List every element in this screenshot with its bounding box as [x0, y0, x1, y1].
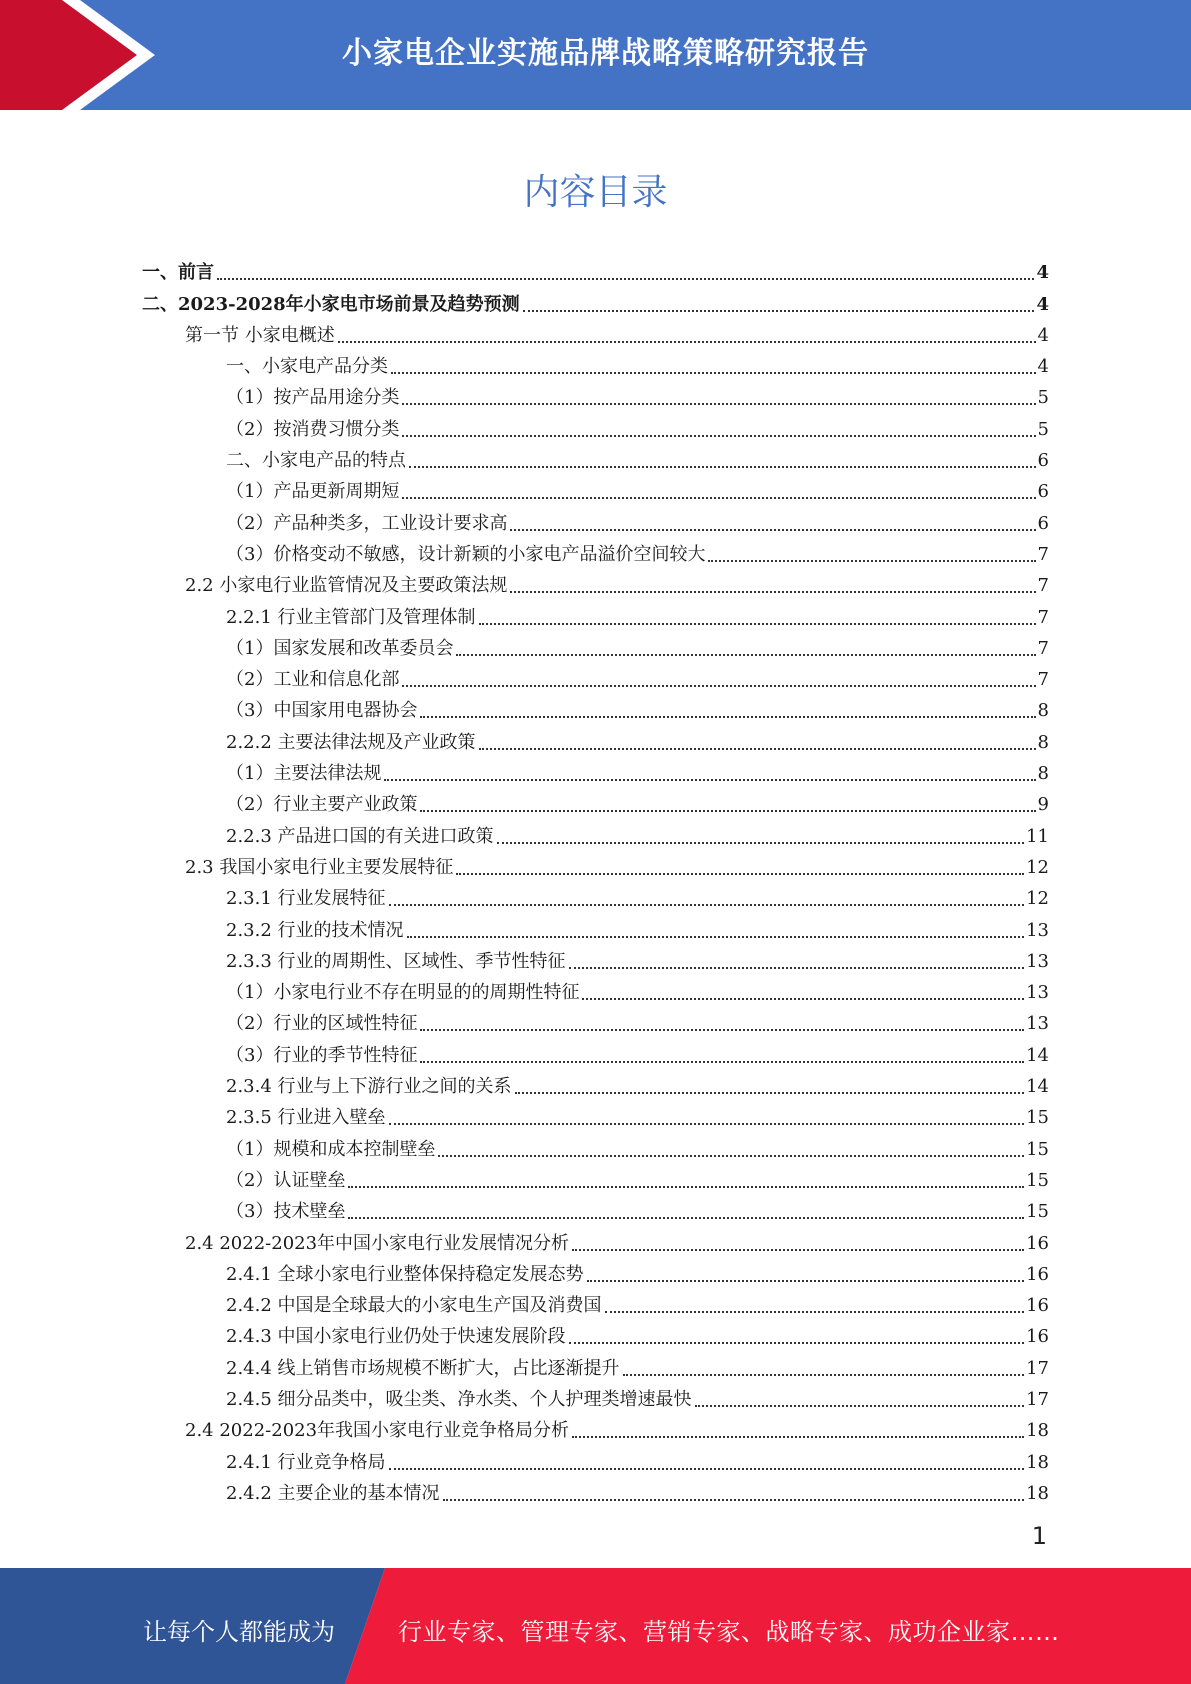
toc-entry-title: 2.4 2022-2023年中国小家电行业发展情况分析: [185, 1232, 570, 1254]
toc-entry-page: 7: [1037, 669, 1049, 691]
toc-entry[interactable]: [142, 629, 1049, 660]
toc-dot-leader: [497, 842, 1025, 844]
toc-dot-leader: [389, 1123, 1025, 1125]
toc-entry-title: （1）小家电行业不存在明显的的周期性特征: [226, 982, 580, 1004]
toc-dot-leader: [510, 529, 1035, 531]
toc-dot-leader: [515, 1092, 1025, 1094]
toc-entry-title: 2.2.1 行业主管部门及管理体制: [226, 606, 476, 628]
toc-dot-leader: [479, 748, 1036, 750]
toc-entry-page: 17: [1026, 1357, 1049, 1379]
toc-dot-leader: [348, 1186, 1024, 1188]
toc-entry-page: 7: [1037, 637, 1049, 659]
toc-entry-title: （2）工业和信息化部: [226, 669, 400, 691]
toc-dot-leader: [708, 560, 1035, 562]
toc-entry-page: 15: [1026, 1107, 1049, 1129]
toc-entry[interactable]: [142, 378, 1049, 409]
toc-entry-page: 16: [1026, 1232, 1049, 1254]
toc-entry[interactable]: [142, 347, 1049, 378]
toc-entry-page: 5: [1037, 418, 1049, 440]
toc-entry-page: 4: [1037, 356, 1049, 378]
toc-entry-title: 2.4.3 中国小家电行业仍处于快速发展阶段: [226, 1326, 566, 1348]
toc-entry-title: （1）产品更新周期短: [226, 481, 400, 503]
toc-entry-title: （1）主要法律法规: [226, 763, 382, 785]
toc-entry[interactable]: [142, 1411, 1049, 1442]
toc-dot-leader: [587, 1280, 1025, 1282]
toc-entry-title: （1）按产品用途分类: [226, 387, 400, 409]
toc-entry-page: 13: [1026, 1013, 1049, 1035]
toc-entry-title: （3）行业的季节性特征: [226, 1044, 418, 1066]
toc-entry[interactable]: [142, 816, 1049, 847]
toc-entry-title: 2.2.2 主要法律法规及产业政策: [226, 731, 476, 753]
toc-entry-page: 14: [1026, 1076, 1049, 1098]
toc-entry-title: 2.4.2 主要企业的基本情况: [226, 1482, 440, 1504]
toc-entry-title: （2）行业的区域性特征: [226, 1013, 418, 1035]
page-number: 1: [1031, 1522, 1047, 1550]
toc-dot-leader: [456, 654, 1035, 656]
toc-entry-page: 11: [1026, 825, 1049, 847]
toc-dot-leader: [420, 810, 1035, 812]
toc-entry[interactable]: [142, 754, 1049, 785]
report-title: 小家电企业实施品牌战略策略研究报告: [342, 36, 869, 71]
toc-entry-page: 7: [1037, 606, 1049, 628]
toc-entry[interactable]: [142, 1286, 1049, 1317]
toc-entry-title: （1）规模和成本控制壁垒: [226, 1138, 436, 1160]
toc-dot-leader: [695, 1405, 1025, 1407]
toc-entry-page: 16: [1026, 1295, 1049, 1317]
toc-dot-leader: [409, 466, 1036, 468]
toc-dot-leader: [605, 1311, 1025, 1313]
toc-entry-title: 2.4.1 全球小家电行业整体保持稳定发展态势: [226, 1263, 584, 1285]
toc-entry-title: 2.3 我国小家电行业主要发展特征: [185, 856, 454, 878]
toc-dot-leader: [402, 497, 1035, 499]
toc-entry[interactable]: [142, 1129, 1049, 1160]
toc-entry-page: 7: [1037, 543, 1049, 565]
toc-entry[interactable]: [142, 1098, 1049, 1129]
toc-entry[interactable]: [142, 1348, 1049, 1379]
toc-dot-leader: [582, 998, 1024, 1000]
toc-entry-page: 4: [1036, 262, 1049, 284]
toc-entry-title: 二、2023-2028年小家电市场前景及趋势预测: [142, 293, 520, 315]
toc-entry-page: 13: [1026, 919, 1049, 941]
toc-dot-leader: [338, 341, 1036, 343]
toc-entry[interactable]: [142, 1474, 1049, 1505]
table-of-contents: [142, 253, 1049, 1505]
header-banner: [0, 0, 1191, 110]
toc-entry-page: 4: [1036, 293, 1049, 315]
toc-dot-leader: [389, 904, 1025, 906]
toc-entry-page: 8: [1037, 763, 1049, 785]
toc-entry[interactable]: [142, 1067, 1049, 1098]
footer-slogan-right: 行业专家、管理专家、营销专家、战略专家、成功企业家……: [398, 1618, 1060, 1646]
toc-entry[interactable]: [142, 409, 1049, 440]
toc-entry[interactable]: [142, 472, 1049, 503]
toc-dot-leader: [389, 1468, 1025, 1470]
toc-dot-leader: [402, 435, 1035, 437]
toc-dot-leader: [420, 1029, 1024, 1031]
toc-entry-title: （3）技术壁垒: [226, 1201, 346, 1223]
toc-entry[interactable]: [142, 566, 1049, 597]
toc-entry-page: 12: [1026, 888, 1049, 910]
toc-entry-page: 17: [1026, 1388, 1049, 1410]
toc-dot-leader: [384, 779, 1035, 781]
toc-entry-page: 4: [1037, 324, 1049, 346]
toc-entry-page: 13: [1026, 950, 1049, 972]
toc-dot-leader: [420, 716, 1035, 718]
toc-entry-page: 16: [1026, 1326, 1049, 1348]
toc-entry-page: 13: [1026, 982, 1049, 1004]
toc-entry[interactable]: [142, 1442, 1049, 1473]
toc-entry[interactable]: [142, 848, 1049, 879]
toc-entry-page: 18: [1026, 1482, 1049, 1504]
toc-entry[interactable]: [142, 1035, 1049, 1066]
toc-dot-leader: [438, 1155, 1024, 1157]
toc-entry[interactable]: [142, 879, 1049, 910]
toc-entry-page: 15: [1026, 1138, 1049, 1160]
toc-entry-title: 2.3.2 行业的技术情况: [226, 919, 404, 941]
toc-entry-page: 16: [1026, 1263, 1049, 1285]
toc-entry[interactable]: [142, 691, 1049, 722]
toc-dot-leader: [402, 403, 1035, 405]
toc-entry-title: 2.3.1 行业发展特征: [226, 888, 386, 910]
toc-dot-leader: [443, 1499, 1025, 1501]
toc-dot-leader: [510, 591, 1035, 593]
toc-entry[interactable]: [142, 441, 1049, 472]
toc-entry-page: 8: [1037, 700, 1049, 722]
toc-entry-page: 18: [1026, 1451, 1049, 1473]
toc-dot-leader: [402, 685, 1035, 687]
toc-entry-title: 2.2 小家电行业监管情况及主要政策法规: [185, 575, 508, 597]
toc-entry-title: （1）国家发展和改革委员会: [226, 637, 454, 659]
toc-dot-leader: [569, 967, 1025, 969]
footer-banner: [0, 1568, 1191, 1684]
toc-entry-title: （2）认证壁垒: [226, 1169, 346, 1191]
toc-entry-title: 二、小家电产品的特点: [226, 450, 406, 472]
toc-entry[interactable]: [142, 316, 1049, 347]
toc-dot-leader: [523, 310, 1035, 312]
toc-dot-leader: [348, 1217, 1024, 1219]
toc-dot-leader: [623, 1374, 1025, 1376]
toc-dot-leader: [572, 1436, 1024, 1438]
toc-entry[interactable]: [142, 910, 1049, 941]
toc-entry-title: （3）价格变动不敏感，设计新颖的小家电产品溢价空间较大: [226, 543, 706, 565]
toc-entry[interactable]: [142, 942, 1049, 973]
toc-entry-title: 第一节 小家电概述: [185, 324, 335, 346]
toc-entry-title: （3）中国家用电器协会: [226, 700, 418, 722]
toc-entry[interactable]: [142, 1317, 1049, 1348]
toc-entry-title: 2.3.4 行业与上下游行业之间的关系: [226, 1076, 512, 1098]
toc-dot-leader: [479, 623, 1036, 625]
toc-entry-title: 2.4.1 行业竞争格局: [226, 1451, 386, 1473]
toc-entry[interactable]: [142, 1380, 1049, 1411]
toc-entry[interactable]: [142, 973, 1049, 1004]
toc-entry-title: 2.3.5 行业进入壁垒: [226, 1107, 386, 1129]
toc-heading: 内容目录: [523, 172, 668, 213]
toc-entry[interactable]: [142, 1255, 1049, 1286]
toc-entry-title: （2）行业主要产业政策: [226, 794, 418, 816]
toc-entry[interactable]: [142, 1192, 1049, 1223]
toc-entry-page: 15: [1026, 1201, 1049, 1223]
toc-dot-leader: [569, 1342, 1025, 1344]
toc-entry[interactable]: [142, 660, 1049, 691]
toc-entry-page: 9: [1037, 794, 1049, 816]
toc-entry-page: 14: [1026, 1044, 1049, 1066]
toc-entry[interactable]: [142, 597, 1049, 628]
toc-entry-page: 15: [1026, 1169, 1049, 1191]
toc-entry-title: 2.3.3 行业的周期性、区域性、季节性特征: [226, 950, 566, 972]
toc-dot-leader: [456, 873, 1024, 875]
toc-entry[interactable]: [142, 284, 1049, 315]
toc-entry-title: 2.4.4 线上销售市场规模不断扩大，占比逐渐提升: [226, 1357, 620, 1379]
toc-entry[interactable]: [142, 503, 1049, 534]
toc-entry-page: 5: [1037, 387, 1049, 409]
toc-entry-page: 7: [1037, 575, 1049, 597]
footer-slogan-left: 让每个人都能成为: [143, 1618, 335, 1646]
toc-dot-leader: [217, 278, 1034, 280]
toc-entry-page: 8: [1037, 731, 1049, 753]
toc-entry-page: 6: [1037, 450, 1049, 472]
toc-entry-page: 6: [1037, 512, 1049, 534]
toc-entry-title: 2.4 2022-2023年我国小家电行业竞争格局分析: [185, 1420, 570, 1442]
toc-entry-title: 2.4.5 细分品类中，吸尘类、净水类、个人护理类增速最快: [226, 1388, 692, 1410]
toc-dot-leader: [420, 1061, 1024, 1063]
toc-entry[interactable]: [142, 1223, 1049, 1254]
toc-entry-title: （2）按消费习惯分类: [226, 418, 400, 440]
toc-entry-title: 2.4.2 中国是全球最大的小家电生产国及消费国: [226, 1295, 602, 1317]
toc-entry[interactable]: [142, 535, 1049, 566]
toc-dot-leader: [407, 936, 1025, 938]
toc-entry[interactable]: [142, 1161, 1049, 1192]
toc-entry-title: 一、前言: [142, 262, 214, 284]
toc-entry-page: 6: [1037, 481, 1049, 503]
toc-dot-leader: [391, 372, 1036, 374]
toc-entry[interactable]: [142, 785, 1049, 816]
toc-dot-leader: [572, 1249, 1024, 1251]
toc-entry[interactable]: [142, 1004, 1049, 1035]
toc-entry-title: 2.2.3 产品进口国的有关进口政策: [226, 825, 494, 847]
toc-entry[interactable]: [142, 722, 1049, 753]
toc-entry-title: （2）产品种类多，工业设计要求高: [226, 512, 508, 534]
toc-entry-title: 一、小家电产品分类: [226, 356, 388, 378]
toc-entry-page: 12: [1026, 856, 1049, 878]
toc-entry[interactable]: [142, 253, 1049, 284]
toc-entry-page: 18: [1026, 1420, 1049, 1442]
